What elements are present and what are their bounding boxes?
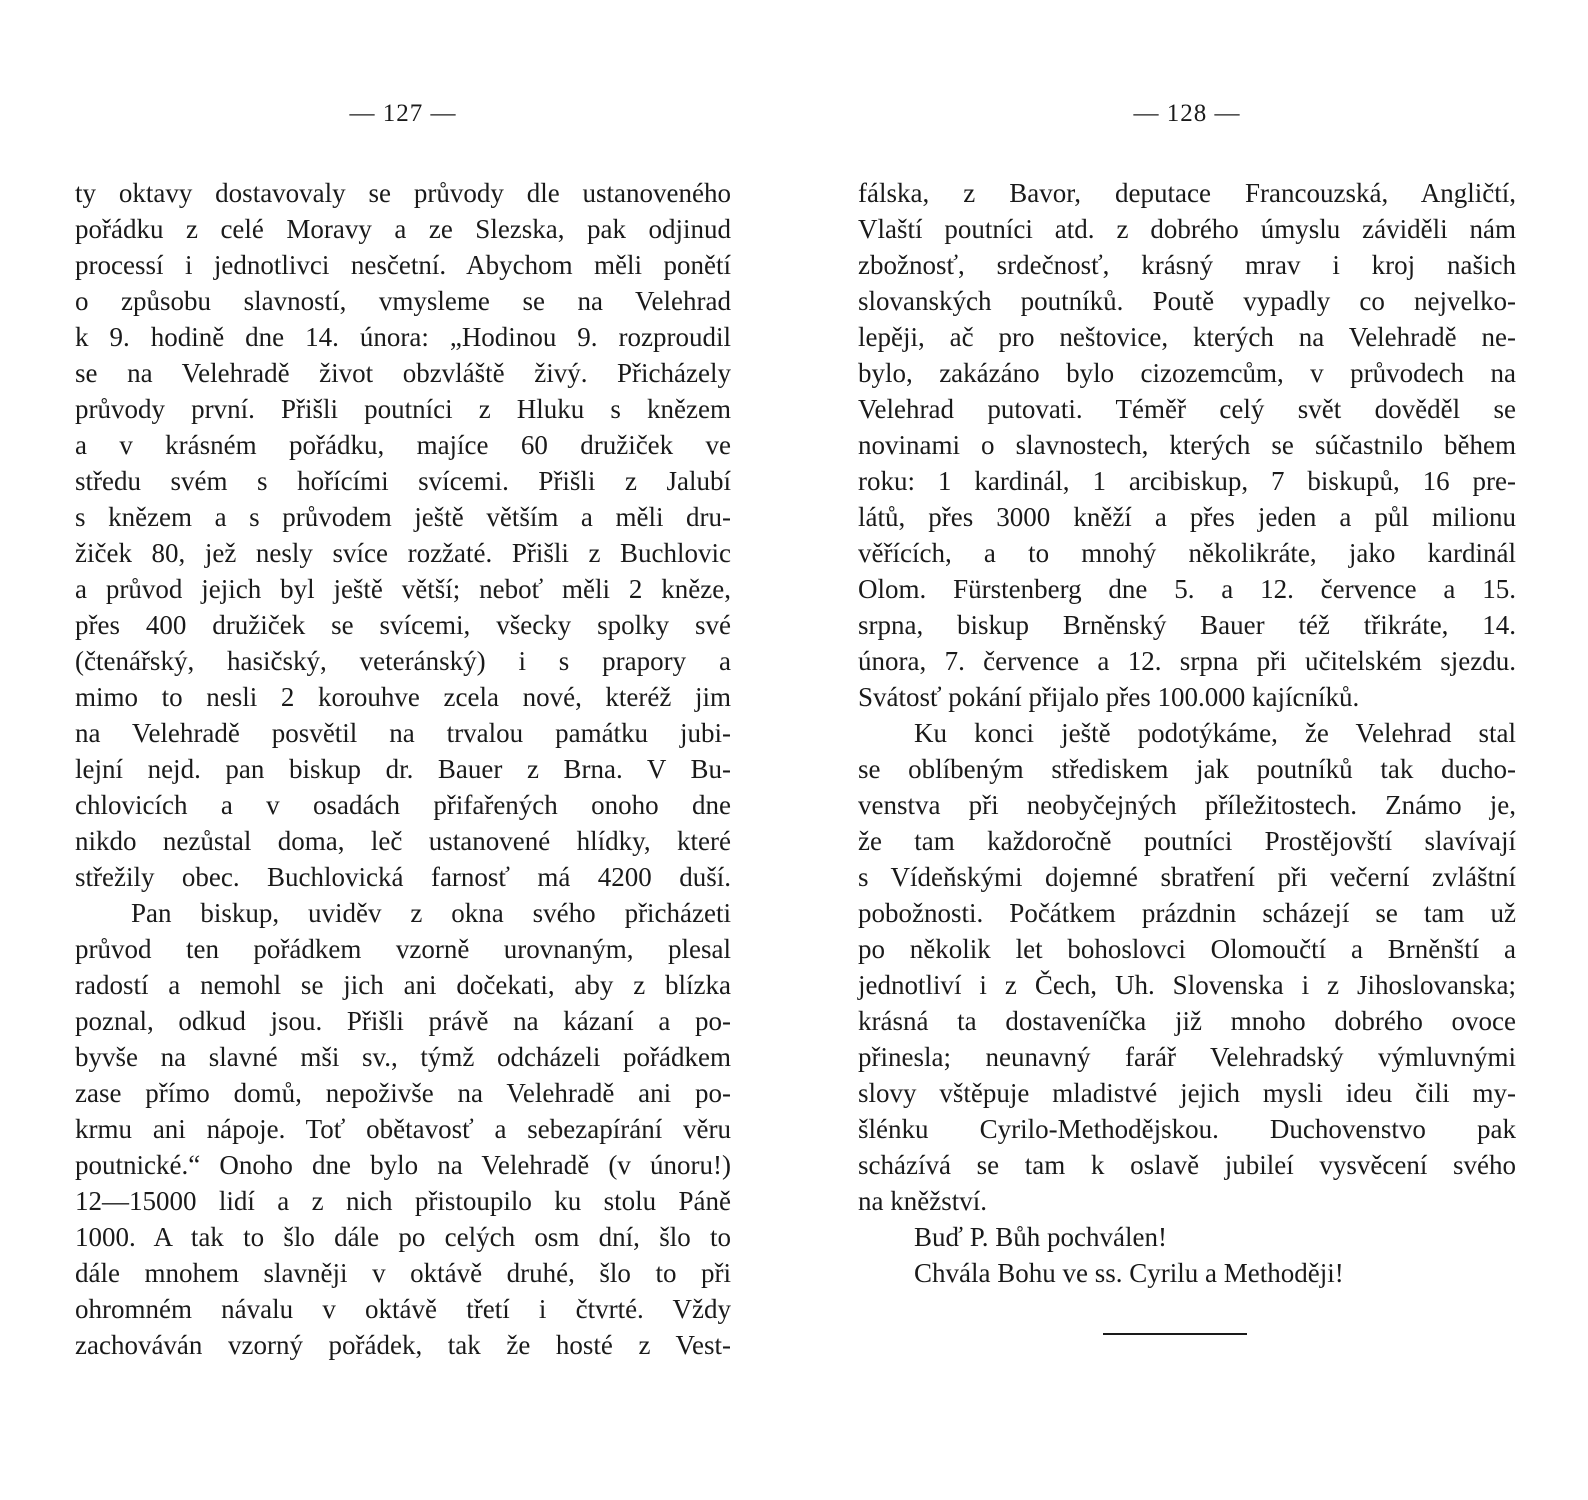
text-line: zase přímo domů, nepoživše na Velehradě ani po- [75,1078,731,1108]
text-line: 12—15000 lidí a z nich přistoupilo ku stolu Páně [75,1186,731,1216]
paragraph-end-line: na kněžství. [858,1186,987,1216]
text-line: průvod ten pořádkem vzorně urovnaným, plesal [75,934,731,964]
text-line: Olom. Fürstenberg dne 5. a 12. července a 15. [858,574,1516,604]
text-line: šlénku Cyrilo-Methodějskou. Duchovenstvo pak [858,1114,1516,1144]
page-number: — 127 — [349,100,457,127]
text-line: přinesla; neunavný farář Velehradský výmluvnými [858,1042,1516,1072]
text-line: 1000. A tak to šlo dále po celých osm dní, šlo to [75,1222,731,1252]
text-line: ohromném návalu v oktávě třetí i čtvrté. Vždy [75,1294,731,1324]
text-line: průvody první. Přišli poutníci z Hluku s knězem [75,394,731,424]
text-line: krásná ta dostaveníčka již mnoho dobrého ovoce [858,1006,1516,1036]
text-line: středu svém s hořícími svícemi. Přišli z Jalubí [75,466,731,496]
text-line: slovanských poutníků. Poutě vypadly co nejvelko- [858,286,1516,316]
text-line: srpna, biskup Brněnský Bauer též třikráte, 14. [858,610,1516,640]
text-line: zbožnosť, srdečnosť, krásný mrav i kroj našich [858,250,1516,280]
closing-line: Chvála Bohu ve ss. Cyrilu a Methodějі! [914,1258,1344,1288]
text-line: a průvod jejich byl ještě větší; neboť měli 2 kněze, [75,574,731,604]
text-line: s Vídeňskými dojemné sbratření při večerní zvláštní [858,862,1516,892]
text-line: látů, přes 3000 kněží a přes jeden a půl milionu [858,502,1516,532]
text-line: fálska, z Bavor, deputace Francouzská, Angličtí, [858,178,1516,208]
paragraph-start-line: Ku konci ještě podotýkáme, že Velehrad stal [914,718,1516,748]
text-line: lejní nejd. pan biskup dr. Bauer z Brna. V Bu- [75,754,731,784]
text-line: chlovicích a v osadách přifařených onoho dne [75,790,731,820]
text-line: se na Velehradě život obzvláště živý. Přicházely [75,358,731,388]
text-line: slovy vštěpuje mladistvé jejich mysli ideu čili my- [858,1078,1516,1108]
text-line: na Velehradě posvětil na trvalou památku jubi- [75,718,731,748]
text-line: že tam každoročně poutníci Prostějovští slavívají [858,826,1516,856]
text-line: a v krásném pořádku, majíce 60 družiček ve [75,430,731,460]
text-line: poutnické.“ Onoho dne bylo na Velehradě (v únoru!) [75,1150,731,1180]
text-line: po několik let bohoslovci Olomoučtí a Brněnští a [858,934,1516,964]
text-line: novinami o slavnostech, kterých se súčastnilo během [858,430,1516,460]
text-line: nikdo nezůstal doma, leč ustanovené hlídky, které [75,826,731,856]
text-line: byvše na slavné mši sv., týmž odcházeli pořádkem [75,1042,731,1072]
paragraph-end-line: Svátosť pokání přijalo přes 100.000 kajícníků. [858,682,1360,712]
text-line: radostí a nemohl se jich ani dočekati, aby z blízka [75,970,731,1000]
text-line: s knězem a s průvodem ještě větším a měli dru- [75,502,731,532]
closing-line: Buď P. Bůh pochválen! [914,1222,1167,1252]
end-rule-divider [1103,1333,1247,1335]
text-line: bylo, zakázáno bylo cizozemcům, v průvodech na [858,358,1516,388]
text-line: (čtenářský, hasičský, veteránský) i s prapory a [75,646,731,676]
text-line: poznal, odkud jsou. Přišli právě na kázaní a po- [75,1006,731,1036]
text-line: lepěji, ač pro neštovice, kterých na Velehradě ne- [858,322,1516,352]
paragraph-start-line: Pan biskup, uviděv z okna svého přicházeti [131,898,731,928]
text-line: scházívá se tam k oslavě jubileí vysvěcení svého [858,1150,1516,1180]
text-line: krmu ani nápoje. Toť obětavosť a sebezapírání věru [75,1114,731,1144]
text-line: střežily obec. Buchlovická farnosť má 4200 duší. [75,862,731,892]
text-line: k 9. hodině dne 14. února: „Hodinou 9. rozproudil [75,322,731,352]
text-line: mimo to nesli 2 korouhve zcela nové, kteréž jim [75,682,731,712]
text-line: žiček 80, jež nesly svíce rozžaté. Přišli z Buchlovic [75,538,731,568]
body-text [858,175,1516,1291]
page-number: — 128 — [1133,100,1241,127]
text-line: roku: 1 kardinál, 1 arcibiskup, 7 biskupů, 16 pre- [858,466,1516,496]
text-line: věřících, a to mnohý několikráte, jako kardinál [858,538,1516,568]
text-line: Velehrad putovati. Téměř celý svět dověděl se [858,394,1516,424]
text-line: dále mnohem slavněji v oktávě druhé, šlo to při [75,1258,731,1288]
text-line: processí i jednotlivci nesčetní. Abychom měli ponětí [75,250,731,280]
text-line: přes 400 družiček se svícemi, všecky spolky své [75,610,731,640]
text-line: února, 7. července a 12. srpna při učitelském sjezdu. [858,646,1516,676]
text-line: Vlaští poutníci atd. z dobrého úmyslu záviděli nám [858,214,1516,244]
body-text [75,175,731,1363]
text-line: venstva při neobyčejných příležitostech. Známo je, [858,790,1516,820]
text-line: o způsobu slavností, vmysleme se na Velehrad [75,286,731,316]
text-line: jednotliví i z Čech, Uh. Slovenska i z Jihoslovanska; [858,970,1516,1000]
text-line: se oblíbeným střediskem jak poutníků tak ducho- [858,754,1516,784]
text-line: pořádku z celé Moravy a ze Slezska, pak odjinud [75,214,731,244]
text-line: pobožnosti. Počátkem prázdnin scházejí se tam už [858,898,1516,928]
text-line: ty oktavy dostavovaly se průvody dle ustanoveného [75,178,731,208]
text-line: zachováván vzorný pořádek, tak že hosté z Vest- [75,1330,731,1360]
